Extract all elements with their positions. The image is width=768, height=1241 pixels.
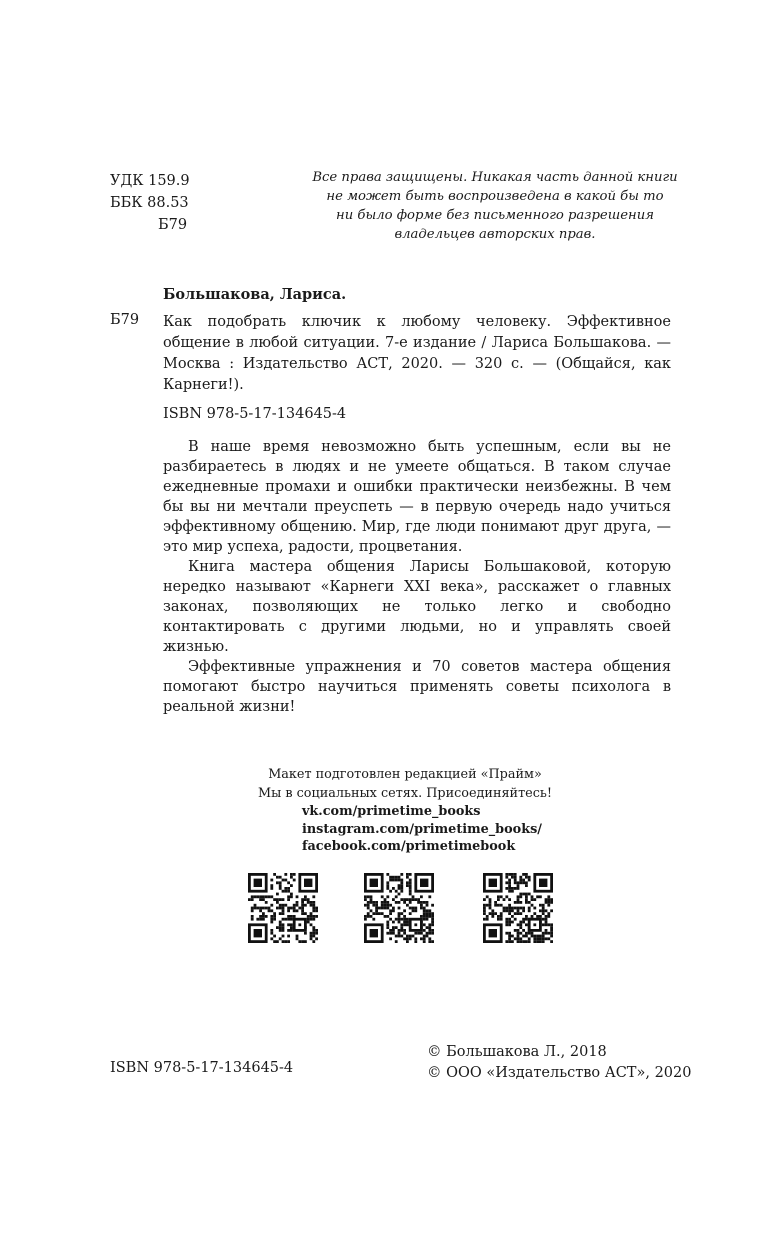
instagram-link[interactable]: instagram.com/primetime_books/ [302,821,542,837]
rights-line: ни было форме без письменного разрешения [336,208,654,223]
author-code: Б79 [158,217,188,233]
rights-notice [300,168,690,244]
rights-line: Все права защищены. Никакая часть данной книги [312,170,678,185]
facebook-link[interactable]: facebook.com/primetimebook [302,839,516,854]
bbk-code: ББК 88.53 [110,195,189,211]
copyright-author: © Большакова Л., 2018 [427,1044,607,1060]
vk-link[interactable]: vk.com/primetime_books [302,804,481,819]
rights-line: не может быть воспроизведена в какой бы то [326,189,664,204]
instagram-qr-code [364,873,434,943]
annotation [163,437,671,717]
udk-code: УДК 159.9 [110,173,190,189]
publisher-info [200,765,610,803]
isbn-top: ISBN 978-5-17-134645-4 [163,406,347,422]
catalog-label: Б79 [110,312,140,328]
bibliographic-description [163,312,671,396]
facebook-qr-code [483,873,553,943]
classification-codes [110,170,190,236]
isbn-bottom: ISBN 978-5-17-134645-4 [110,1060,294,1076]
social-links [302,803,542,856]
annotation-paragraph: Эффективные упражнения и 70 советов мастера общения помогают быстро научиться применять советы психолога в реальной жизни! [163,659,671,715]
vk-qr-code [248,873,318,943]
copyright-publisher: © ООО «Издательство АСТ», 2020 [427,1065,692,1081]
rights-line: владельцев авторских прав. [394,227,596,242]
social-call: Мы в социальных сетях. Присоединяйтесь! [257,786,553,801]
annotation-paragraph: В наше время невозможно быть успешным, если вы не разбираетесь в людях и не умеете общаться. В таком случае ежедневные промахи и ошибки практически неизбежны. В чем бы вы ни мечтали преуспеть — в первую очередь надо учиться эффективному общению. Мир, где люди понимают друг друга, — это мир успеха, радости, процветания. [163,439,671,555]
description-text: Как подобрать ключик к любому человеку. Эффективное общение в любой ситуации. 7-е издание / Лариса Большакова. — Москва : Издательство АСТ, 2020. — 320 с. — (Общайся, как Карнеги!). [163,314,671,393]
copyright-block [427,1042,691,1084]
author-heading: Большакова, Лариса. [163,286,347,303]
annotation-paragraph: Книга мастера общения Ларисы Большаковой, которую нередко называют «Карнеги XXI века», расскажет о главных законах, позволяющих не только легко и свободно контактировать с другими людьми, но и управлять своей жизнью. [163,559,671,655]
prepared-by: Макет подготовлен редакцией «Прайм» [268,767,542,782]
